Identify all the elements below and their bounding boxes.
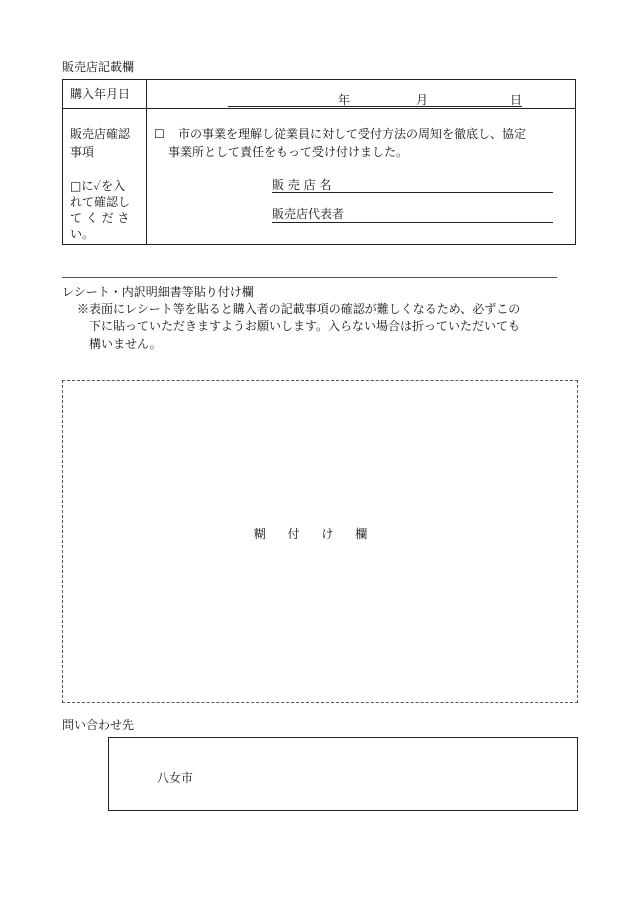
confirm-label-line1: 販売店確認	[70, 127, 131, 141]
store-rep-label: 販売店代表者	[272, 207, 345, 221]
paste-area-label: 糊 付 け 欄	[253, 527, 377, 541]
section-divider	[62, 277, 557, 278]
date-day-label: 日	[510, 93, 523, 107]
receipt-note-line2: 下に貼っていただきますようお願いします。入らない場合は折っていただいても	[89, 319, 521, 333]
store-name-line[interactable]	[272, 192, 553, 193]
table-column-divider	[146, 79, 147, 245]
purchase-date-label: 購入年月日	[70, 87, 131, 101]
confirm-label-line2: 事項	[70, 145, 95, 159]
instruction-line3: て く だ さ	[70, 211, 130, 225]
date-month-label: 月	[416, 93, 429, 107]
purchase-date-underline	[228, 106, 522, 107]
vendor-section-heading: 販売店記載欄	[62, 60, 135, 74]
table-row-divider	[62, 108, 576, 109]
store-name-label: 販 売 店 名	[272, 178, 332, 192]
receipt-section-heading: レシート・内訳明細書等貼り付け欄	[62, 285, 254, 299]
receipt-note-line1: ※表面にレシート等を貼ると購入者の記載事項の確認が難しくなるため、必ずこの	[77, 302, 521, 316]
receipt-note-line3: 構いません。	[89, 337, 162, 351]
instruction-line4: い。	[70, 227, 95, 241]
store-rep-line[interactable]	[272, 222, 553, 223]
confirm-checkbox[interactable]: ☐	[154, 127, 165, 141]
contact-organization: 八女市	[157, 771, 194, 785]
date-year-label: 年	[338, 93, 351, 107]
confirm-text-line1: 市の事業を理解し従業員に対して受付方法の周知を徹底し、協定	[178, 127, 527, 141]
instruction-line1: □に✓を入	[70, 179, 126, 193]
contact-section-heading: 問い合わせ先	[62, 718, 135, 732]
instruction-line2: れて確認し	[70, 195, 131, 209]
confirm-text-line2: 事業所として責任をもって受け付けました。	[168, 145, 409, 159]
